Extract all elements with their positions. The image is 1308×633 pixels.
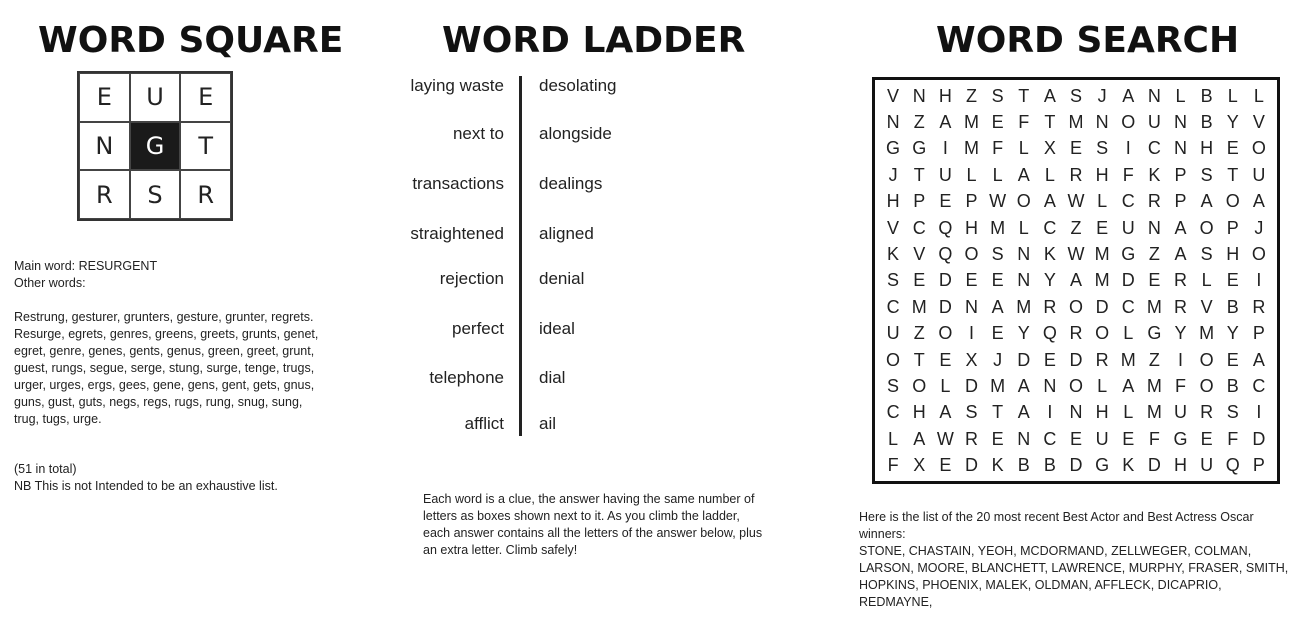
grid-letter: E	[991, 270, 1004, 291]
grid-letter: S	[1226, 402, 1239, 423]
grid-letter: A	[1017, 376, 1030, 397]
grid-letter: O	[938, 323, 953, 344]
grid-letter: Y	[1226, 323, 1239, 344]
grid-letter: C	[886, 402, 900, 423]
grid-letter: Q	[938, 244, 953, 265]
ladder-clue: laying waste	[410, 76, 504, 95]
ladder-row	[380, 174, 700, 198]
square-cell: R	[180, 170, 231, 219]
grid-letter: T	[913, 349, 925, 370]
word-square-footnote	[14, 461, 329, 495]
grid-letter: A	[1252, 191, 1265, 212]
grid-letter: M	[911, 296, 927, 317]
grid-letter: M	[1068, 112, 1084, 133]
grid-letter: V	[913, 244, 926, 265]
grid-letter: R	[1069, 323, 1083, 344]
grid-letter: O	[1225, 191, 1240, 212]
ladder-clue: afflict	[464, 414, 504, 433]
ladder-answer: denial	[539, 269, 585, 288]
grid-letter: T	[1018, 85, 1030, 106]
grid-letter: S	[1200, 244, 1213, 265]
grid-letter: A	[1043, 191, 1056, 212]
grid-letter: A	[1017, 164, 1030, 185]
ladder-clue: perfect	[452, 319, 504, 338]
grid-letter: N	[1017, 244, 1031, 265]
word-square-word-list: Restrung, gesturer, grunters, gesture, grunter, regrets. Resurge, egrets, genres, greens, greets, grunts, genet, egret, genre, genes, gents, genus, green, greet, grunt, guest, rungs, segue, serge, stung, surge, tenge, trugs, urger, urges, ergs, gees, gene, gens, gent, gets, gnus, guns, gust, guts, negs, regs, rugs, rung, snug, sung, trug, tugs, urge.	[14, 310, 319, 426]
ladder-answer: ail	[539, 414, 557, 433]
grid-letter: X	[965, 349, 978, 370]
grid-letter: O	[1251, 244, 1266, 265]
grid-letter: B	[1017, 455, 1030, 476]
word-ladder-instructions: Each word is a clue, the answer having the same number of letters as boxes shown next to it. As you climb the ladder, each answer contains all the letters of the answer below, plus an extra letter. Climb safely!	[423, 492, 763, 557]
grid-letter: E	[939, 455, 952, 476]
grid-letter: D	[1095, 296, 1109, 317]
grid-letter: A	[1174, 217, 1187, 238]
grid-letter: O	[1199, 349, 1214, 370]
word-search-instructions	[859, 509, 1289, 611]
grid-letter: E	[1069, 428, 1082, 449]
grid-letter: L	[992, 164, 1003, 185]
grid-letter: D	[1069, 455, 1083, 476]
grid-letter: Z	[1148, 349, 1160, 370]
grid-letter: R	[964, 428, 978, 449]
grid-letter: G	[1147, 323, 1162, 344]
grid-letter: R	[1043, 296, 1057, 317]
other-words-label: Other words:	[14, 276, 86, 290]
grid-letter: M	[1094, 270, 1110, 291]
grid-letter: C	[1121, 191, 1135, 212]
grid-letter: U	[1095, 428, 1109, 449]
grid-letter: O	[1121, 112, 1136, 133]
ladder-row	[380, 269, 700, 293]
grid-letter: U	[1200, 455, 1214, 476]
grid-letter: C	[1121, 296, 1135, 317]
grid-letter: D	[938, 296, 952, 317]
word-total: (51 in total)	[14, 462, 77, 476]
grid-letter: P	[1174, 191, 1187, 212]
grid-letter: J	[1097, 85, 1107, 106]
grid-letter: I	[1047, 402, 1053, 423]
grid-letter: E	[1226, 349, 1239, 370]
grid-letter: K	[1148, 164, 1161, 185]
grid-letter: M	[1199, 323, 1215, 344]
grid-letter: P	[1252, 323, 1265, 344]
word-search-intro: Here is the list of the 20 most recent Best Actor and Best Actress Oscar winners:	[859, 510, 1254, 541]
ladder-clue: telephone	[429, 368, 504, 387]
grid-letter: M	[963, 112, 979, 133]
word-ladder-title: WORD LADDER	[442, 20, 746, 61]
grid-letter: P	[913, 191, 926, 212]
grid-letter: O	[1016, 191, 1031, 212]
grid-letter: A	[939, 402, 952, 423]
grid-letter: N	[1043, 376, 1057, 397]
grid-letter: E	[939, 349, 952, 370]
grid-letter: B	[1226, 376, 1239, 397]
grid-letter: M	[1146, 296, 1162, 317]
grid-letter: C	[1043, 217, 1057, 238]
grid-letter: P	[1174, 164, 1187, 185]
grid-letter: L	[1097, 191, 1108, 212]
grid-letter: F	[992, 138, 1004, 159]
grid-letter: M	[963, 138, 979, 159]
grid-letter: O	[886, 349, 901, 370]
grid-letter: D	[964, 376, 978, 397]
grid-letter: O	[1199, 376, 1214, 397]
grid-letter: A	[1122, 85, 1135, 106]
grid-letter: B	[1043, 455, 1056, 476]
grid-letter: F	[1175, 376, 1187, 397]
grid-letter: W	[989, 191, 1007, 212]
grid-letter: D	[1069, 349, 1083, 370]
grid-letter: E	[939, 191, 952, 212]
grid-letter: T	[1227, 164, 1239, 185]
grid-letter: S	[991, 85, 1004, 106]
grid-letter: H	[1095, 402, 1109, 423]
grid-letter: B	[1226, 296, 1239, 317]
ladder-clue: transactions	[412, 174, 504, 193]
grid-letter: N	[1174, 138, 1188, 159]
grid-letter: K	[1122, 455, 1135, 476]
exhaustive-note: NB This is not Intended to be an exhaustive list.	[14, 479, 278, 493]
grid-letter: O	[1068, 376, 1083, 397]
grid-letter: L	[1123, 323, 1134, 344]
grid-letter: T	[913, 164, 925, 185]
grid-letter: M	[1094, 244, 1110, 265]
grid-letter: Q	[1042, 323, 1057, 344]
grid-letter: O	[1068, 296, 1083, 317]
grid-letter: O	[1199, 217, 1214, 238]
grid-letter: I	[942, 138, 948, 159]
grid-letter: Y	[1226, 112, 1239, 133]
grid-letter: K	[887, 244, 900, 265]
grid-letter: F	[887, 455, 899, 476]
grid-letter: D	[1121, 270, 1135, 291]
grid-letter: T	[992, 402, 1004, 423]
ladder-row	[380, 319, 700, 343]
grid-letter: A	[939, 112, 952, 133]
ladder-answer: dial	[539, 368, 566, 387]
grid-letter: H	[1174, 455, 1188, 476]
grid-letter: P	[1252, 455, 1265, 476]
grid-letter: Y	[1017, 323, 1030, 344]
grid-letter: E	[1069, 138, 1082, 159]
ladder-answer: alongside	[539, 124, 612, 143]
grid-letter: W	[936, 428, 954, 449]
grid-letter: M	[1120, 349, 1136, 370]
grid-letter: L	[1123, 402, 1134, 423]
grid-letter: A	[1252, 349, 1265, 370]
grid-letter: X	[1043, 138, 1056, 159]
ladder-answer: desolating	[539, 76, 617, 95]
grid-letter: P	[1226, 217, 1239, 238]
grid-letter: L	[1201, 270, 1212, 291]
grid-letter: N	[1069, 402, 1083, 423]
grid-letter: N	[1147, 85, 1161, 106]
grid-letter: O	[912, 376, 927, 397]
grid-letter: O	[1251, 138, 1266, 159]
grid-letter: A	[1122, 376, 1135, 397]
grid-letter: F	[1227, 428, 1239, 449]
grid-letter: H	[1095, 164, 1109, 185]
grid-letter: V	[887, 217, 900, 238]
grid-letter: L	[888, 428, 899, 449]
grid-letter: H	[1200, 138, 1214, 159]
grid-letter: V	[1200, 296, 1213, 317]
grid-letter: H	[964, 217, 978, 238]
grid-letter: A	[1069, 270, 1082, 291]
grid-letter: M	[990, 376, 1006, 397]
ladder-answer: aligned	[539, 224, 594, 243]
grid-letter: R	[1174, 296, 1188, 317]
grid-letter: H	[912, 402, 926, 423]
ladder-clue: straightened	[410, 224, 504, 243]
grid-letter: Z	[913, 112, 925, 133]
grid-letter: S	[965, 402, 978, 423]
square-cell: E	[79, 73, 130, 122]
grid-letter: Q	[938, 217, 953, 238]
grid-letter: N	[912, 85, 926, 106]
grid-letter: P	[965, 191, 978, 212]
grid-letter: W	[1067, 244, 1085, 265]
grid-letter: Y	[1043, 270, 1056, 291]
grid-letter: T	[1044, 112, 1056, 133]
grid-letter: H	[1226, 244, 1240, 265]
word-square-title: WORD SQUARE	[38, 20, 344, 61]
ladder-row	[380, 76, 700, 100]
grid-letter: D	[938, 270, 952, 291]
word-square-grid	[77, 71, 233, 221]
square-cell: E	[180, 73, 231, 122]
grid-letter: S	[1200, 164, 1213, 185]
grid-letter: R	[1069, 164, 1083, 185]
grid-letter: C	[886, 296, 900, 317]
grid-letter: S	[991, 244, 1004, 265]
square-cell: S	[130, 170, 181, 219]
grid-letter: R	[1147, 191, 1161, 212]
grid-letter: G	[1121, 244, 1136, 265]
grid-letter: L	[1253, 85, 1264, 106]
square-cell: T	[180, 122, 231, 171]
grid-letter: S	[1069, 85, 1082, 106]
grid-letter: V	[887, 85, 900, 106]
grid-letter: V	[1252, 112, 1265, 133]
grid-letter: G	[886, 138, 901, 159]
grid-letter: N	[1017, 428, 1031, 449]
grid-letter: S	[887, 376, 900, 397]
grid-letter: N	[1017, 270, 1031, 291]
grid-letter: G	[1173, 428, 1188, 449]
word-search-title: WORD SEARCH	[936, 20, 1240, 61]
grid-letter: L	[1097, 376, 1108, 397]
grid-letter: A	[913, 428, 926, 449]
grid-letter: I	[968, 323, 974, 344]
grid-letter: R	[1174, 270, 1188, 291]
grid-letter: U	[1121, 217, 1135, 238]
grid-letter: Z	[913, 323, 925, 344]
grid-letter: L	[1175, 85, 1186, 106]
grid-letter: E	[965, 270, 978, 291]
grid-letter: L	[940, 376, 951, 397]
grid-letter: J	[888, 164, 898, 185]
grid-letter: I	[1178, 349, 1184, 370]
grid-letter: E	[1122, 428, 1135, 449]
ladder-row	[380, 414, 700, 438]
grid-letter: N	[964, 296, 978, 317]
grid-letter: E	[1043, 349, 1056, 370]
grid-letter: E	[1226, 138, 1239, 159]
grid-letter: O	[964, 244, 979, 265]
grid-letter: Y	[1174, 323, 1187, 344]
square-cell: G	[130, 122, 181, 171]
grid-letter: A	[1017, 402, 1030, 423]
grid-letter: N	[1174, 112, 1188, 133]
grid-letter: F	[1148, 428, 1160, 449]
ladder-row	[380, 368, 700, 392]
grid-letter: L	[966, 164, 977, 185]
ladder-clue: next to	[452, 124, 504, 143]
grid-letter: Q	[1225, 455, 1240, 476]
grid-letter: L	[1044, 164, 1055, 185]
grid-letter: K	[1043, 244, 1056, 265]
grid-letter: B	[1200, 85, 1213, 106]
grid-letter: U	[1252, 164, 1266, 185]
grid-letter: N	[886, 112, 900, 133]
grid-letter: X	[913, 455, 926, 476]
square-cell: U	[130, 73, 181, 122]
word-search-frame	[872, 77, 1280, 484]
grid-letter: E	[1096, 217, 1109, 238]
ladder-row	[380, 224, 700, 248]
grid-letter: C	[912, 217, 926, 238]
grid-letter: U	[886, 323, 900, 344]
word-search-names: STONE, CHASTAIN, YEOH, MCDORMAND, ZELLWEGER, COLMAN, LARSON, MOORE, BLANCHETT, LAWRENCE, MURPHY, FRASER, SMITH, HOPKINS, PHOENIX, MALEK, OLDMAN, AFFLECK, DICAPRIO, REDMAYNE,	[859, 544, 1289, 609]
grid-letter: E	[991, 112, 1004, 133]
grid-letter: E	[1148, 270, 1161, 291]
grid-letter: E	[991, 428, 1004, 449]
grid-letter: I	[1256, 402, 1262, 423]
grid-letter: S	[887, 270, 900, 291]
grid-letter: M	[1146, 402, 1162, 423]
grid-letter: Z	[965, 85, 977, 106]
ladder-clue: rejection	[439, 269, 504, 288]
grid-letter: C	[1252, 376, 1266, 397]
grid-letter: U	[1174, 402, 1188, 423]
grid-letter: L	[1227, 85, 1238, 106]
square-cell: R	[79, 170, 130, 219]
grid-letter: C	[1043, 428, 1057, 449]
grid-letter: G	[1095, 455, 1110, 476]
grid-letter: Z	[1148, 244, 1160, 265]
word-square-main-word	[14, 258, 329, 292]
grid-letter: N	[1095, 112, 1109, 133]
grid-letter: I	[1256, 270, 1262, 291]
grid-letter: D	[1017, 349, 1031, 370]
grid-letter: A	[1043, 85, 1056, 106]
grid-letter: U	[938, 164, 952, 185]
grid-letter: D	[1252, 428, 1266, 449]
grid-letter: M	[1146, 376, 1162, 397]
grid-letter: U	[1147, 112, 1161, 133]
grid-letter: E	[1226, 270, 1239, 291]
grid-letter: E	[1200, 428, 1213, 449]
grid-letter: K	[991, 455, 1004, 476]
grid-letter: H	[886, 191, 900, 212]
grid-letter: O	[1095, 323, 1110, 344]
ladder-answer: dealings	[539, 174, 603, 193]
grid-letter: R	[1200, 402, 1214, 423]
grid-letter: H	[938, 85, 952, 106]
grid-letter: Z	[1070, 217, 1082, 238]
grid-letter: L	[1018, 217, 1029, 238]
grid-letter: F	[1018, 112, 1030, 133]
grid-letter: J	[1254, 217, 1264, 238]
grid-letter: S	[1096, 138, 1109, 159]
grid-letter: M	[1016, 296, 1032, 317]
grid-letter: E	[991, 323, 1004, 344]
grid-letter: D	[964, 455, 978, 476]
ladder-answer: ideal	[539, 319, 575, 338]
grid-letter: C	[1147, 138, 1161, 159]
main-word-line: Main word: RESURGENT	[14, 259, 158, 273]
grid-letter: I	[1125, 138, 1131, 159]
grid-letter: D	[1147, 455, 1161, 476]
grid-letter: G	[912, 138, 927, 159]
grid-letter: A	[991, 296, 1004, 317]
grid-letter: E	[913, 270, 926, 291]
grid-letter: R	[1095, 349, 1109, 370]
grid-letter: N	[1147, 217, 1161, 238]
grid-letter: J	[993, 349, 1003, 370]
grid-letter: R	[1252, 296, 1266, 317]
grid-letter: M	[990, 217, 1006, 238]
grid-letter: B	[1200, 112, 1213, 133]
word-search-grid	[880, 83, 1272, 479]
grid-letter: L	[1018, 138, 1029, 159]
grid-letter: A	[1174, 244, 1187, 265]
grid-letter: A	[1200, 191, 1213, 212]
ladder-row	[380, 124, 700, 148]
grid-letter: F	[1122, 164, 1134, 185]
square-cell: N	[79, 122, 130, 171]
grid-letter: W	[1067, 191, 1085, 212]
